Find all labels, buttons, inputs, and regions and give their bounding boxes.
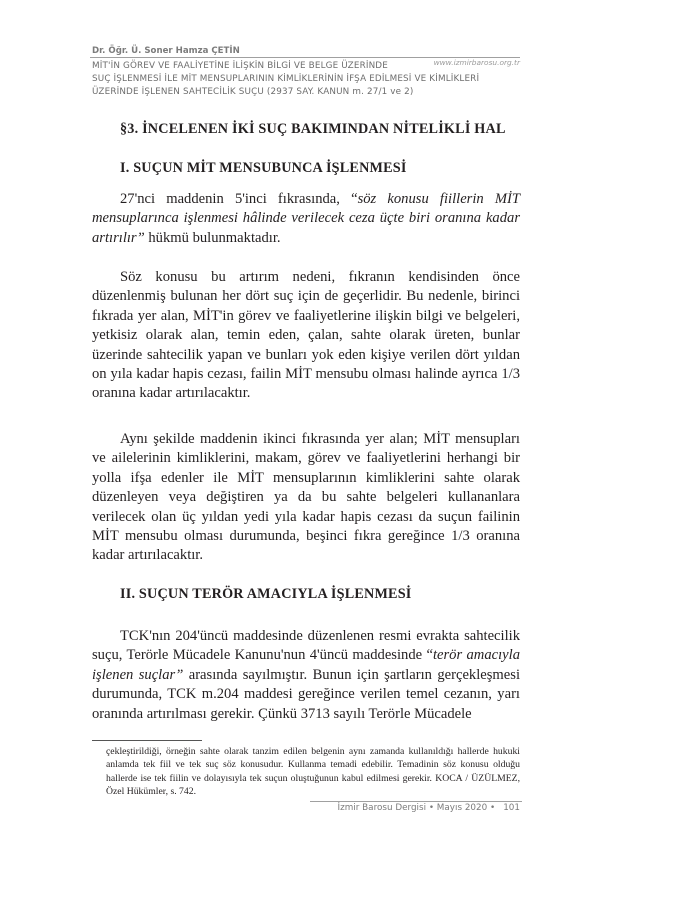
paragraph-1-text-c: hükmü bulunmaktadır.	[144, 229, 281, 246]
footer-journal: İzmir Barosu Dergisi • Mayıs 2020 •	[337, 803, 496, 813]
paragraph-2: Söz konusu bu artırım nedeni, fıkranın kendisinden önce düzenlenmiş bulunan her dört suç için de geçerlidir. Bu nedenle, birinci fıkrada yer alan, MİT'in görev ve faaliyetlerine ilişkin bilgi ve belgeleri, yetkisiz olarak alan, temin eden, çalan, sahte olarak üreten, bunlar üzerinde sahtecilik yapan ve bunları yok eden kişiye verilen dört yıldan on yıla kadar hapis cezası, failin MİT mensubu olması halinde ayrıca 1/3 oranına kadar artırılacaktır.	[92, 269, 520, 402]
running-header-website: www.izmirbarosu.org.tr	[433, 58, 520, 67]
paragraph-1	[92, 190, 520, 248]
paragraph-4-text-a: TCK'nın 204'üncü maddesinde düzenlenen resmi evrakta sahtecilik suçu, Terörle Mücadele Kanunu'nun 4'üncü maddesinde “	[92, 628, 520, 664]
footnote-text: çekleştirildiği, örneğin sahte olarak tanzim edilen belgenin aynı zamanda kullanıldığı hallerde hukuki anlamda tek fiil ve tek suç söz konusudur. Kullanma temadi edebilir. Temadinin söz konusu olduğu hallerde ise tek fiilin ve dolayısıyla tek suçun oluştuğunun kabul edilmesi gerekir. KOCA / ÜZÜLMEZ, Özel Hükümler, s. 742.	[106, 746, 520, 798]
paragraph-1-quote: söz konusu fiillerin MİT mensuplarınca işlenmesi hâlinde verilecek ceza üçte biri oranına kadar artırılır”	[92, 191, 521, 246]
running-header-author: Dr. Öğr. Ü. Soner Hamza ÇETİN	[92, 46, 240, 56]
header-title-line: MİT'İN GÖREV VE FAALİYETİNE İLİŞKİN BİLGİ VE BELGE ÜZERİNDE	[92, 61, 388, 71]
header-rule	[90, 57, 520, 58]
paragraph-1-text-a: 27'nci maddenin 5'inci fıkrasında, “	[120, 191, 358, 207]
paragraph-4-text-c: arasında sayılmıştır. Bunun için şartların gerçekleşmesi durumunda, TCK m.204 maddesi gereğince verilen temel cezanın, yarı oranında artırılması gerekir. Çünkü 3713 sayılı Terörle Mücadele	[92, 666, 520, 722]
page-footer	[338, 803, 521, 813]
section-heading-1: I. SUÇUN MİT MENSUBUNCA İŞLENMESİ	[120, 160, 407, 176]
main-heading: §3. İNCELENEN İKİ SUÇ BAKIMINDAN NİTELİKLİ HAL	[120, 121, 506, 137]
footer-rule	[310, 801, 522, 802]
page-number: 101	[503, 803, 520, 813]
paragraph-4-quote: terör amacıyla işlenen suçlar”	[92, 647, 520, 683]
section-heading-2: II. SUÇUN TERÖR AMACIYLA İŞLENMESİ	[120, 586, 412, 602]
paragraph-4	[92, 627, 520, 724]
paragraph-3: Aynı şekilde maddenin ikinci fıkrasında yer alan; MİT mensupları ve ailelerinin kimliklerini, makam, görev ve faaliyetlerini herhangi bir yolla ifşa edenler ile MİT mensuplarının kimliklerini sahte olarak düzenleyen veya değiştiren ya da bu sahte belgeleri kullananlara verilecek olan üç yıldan yedi yıla kadar hapis cezası da suçun failinin MİT mensubu olması durumunda, beşinci fıkra gereğince 1/3 oranına kadar artırılacaktır.	[92, 431, 520, 564]
running-header-title	[92, 60, 522, 100]
header-title-line: ÜZERİNDE İŞLENEN SAHTECİLİK SUÇU (2937 SAY. KANUN m. 27/1 ve 2)	[92, 87, 414, 98]
header-title-line: SUÇ İŞLENMESİ İLE MİT MENSUPLARININ KİMLİKLERİNİN İFŞA EDİLMESİ VE KİMLİKLERİ	[92, 74, 480, 85]
footnote	[92, 745, 520, 799]
footnote-rule	[92, 740, 202, 741]
